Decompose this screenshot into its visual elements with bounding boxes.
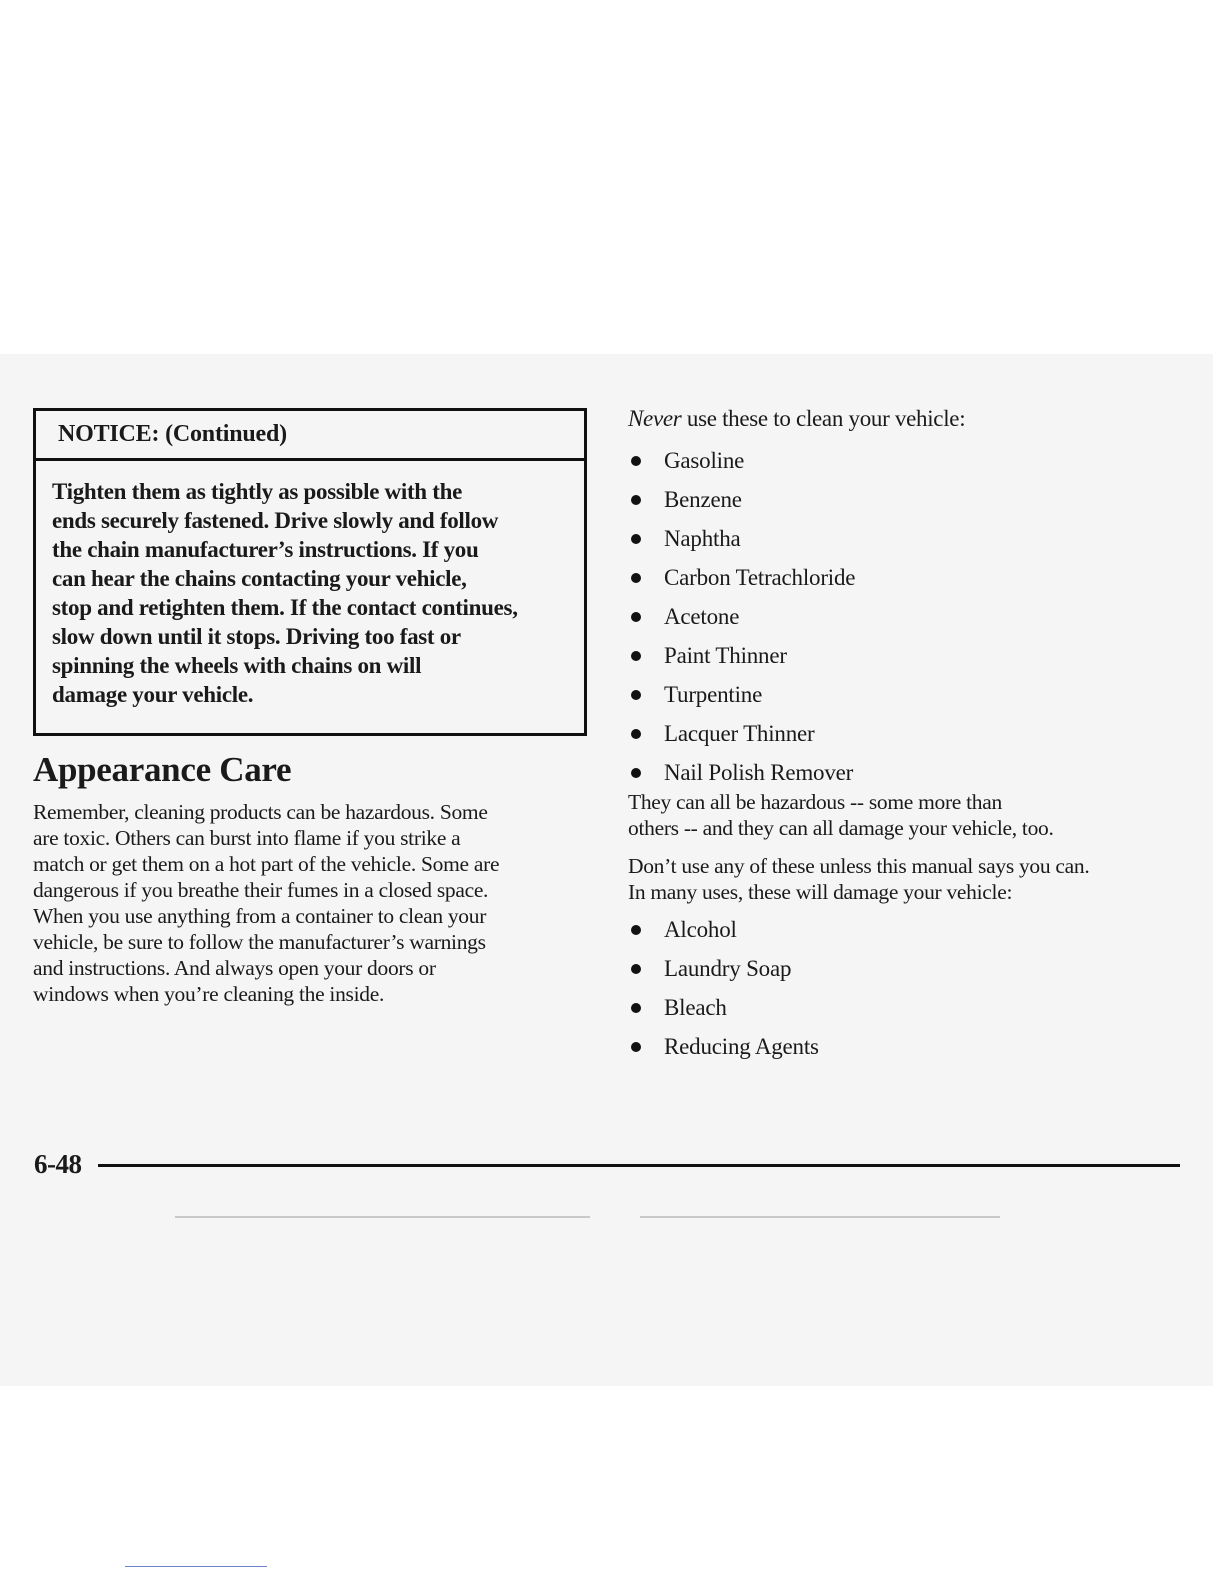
bottom-mark-line — [125, 1566, 267, 1567]
paragraph-line: Remember, cleaning products can be hazardous. Some — [33, 800, 488, 824]
paragraph-line: dangerous if you breathe their fumes in a closed space. — [33, 878, 489, 902]
scan-rule-left — [175, 1216, 590, 1218]
list-item: Carbon Tetrachloride — [628, 559, 1188, 598]
bullet-icon — [631, 1003, 641, 1013]
bullet-icon — [631, 456, 641, 466]
paragraph-line: others -- and they can all damage your vehicle, too. — [628, 816, 1054, 841]
notice-line: the chain manufacturer’s instructions. If you — [52, 537, 479, 562]
never-use-intro — [628, 404, 1188, 442]
bullet-icon — [631, 964, 641, 974]
list-item: Gasoline — [628, 442, 1188, 481]
paragraph-line: windows when you’re cleaning the inside. — [33, 982, 385, 1006]
notice-line: stop and retighten them. If the contact continues, — [52, 595, 518, 620]
never-emphasis: Never — [628, 406, 682, 431]
bullet-icon — [631, 690, 641, 700]
footer-rule — [98, 1164, 1180, 1167]
bullet-icon — [631, 768, 641, 778]
bullet-icon — [631, 925, 641, 935]
paragraph-line: match or get them on a hot part of the vehicle. Some are — [33, 852, 500, 876]
list-item: Laundry Soap — [628, 950, 1188, 989]
right-column — [628, 404, 1188, 1067]
bullet-icon — [631, 534, 641, 544]
bullet-icon — [631, 612, 641, 622]
list-item: Paint Thinner — [628, 636, 1188, 675]
notice-line: spinning the wheels with chains on will — [52, 653, 422, 678]
notice-line: Tighten them as tightly as possible with the — [52, 479, 463, 504]
bullet-icon — [631, 729, 641, 739]
notice-line: ends securely fastened. Drive slowly and follow — [52, 508, 499, 533]
bullet-icon — [631, 1042, 641, 1052]
dont-use-paragraph — [628, 853, 1188, 905]
paragraph-line: and instructions. And always open your doors or — [33, 956, 436, 980]
bullet-icon — [631, 651, 641, 661]
list-item: Reducing Agents — [628, 1028, 1188, 1067]
list-item: Lacquer Thinner — [628, 714, 1188, 753]
bullet-icon — [631, 573, 641, 583]
paragraph-line: They can all be hazardous -- some more than — [628, 790, 1002, 815]
notice-line: can hear the chains contacting your vehicle, — [52, 566, 467, 591]
page-number: 6-48 — [34, 1149, 82, 1179]
notice-box — [33, 408, 587, 736]
hazard-paragraph — [628, 789, 1188, 841]
never-intro-text: use these to clean your vehicle: — [681, 406, 966, 431]
paragraph-line: vehicle, be sure to follow the manufacturer’s warnings — [33, 930, 486, 954]
paragraph-line: Don’t use any of these unless this manual says you can. — [628, 854, 1090, 879]
list-item: Nail Polish Remover — [628, 753, 1188, 792]
list-item: Naphtha — [628, 520, 1188, 559]
list-item: Benzene — [628, 481, 1188, 520]
dont-use-list — [628, 911, 1188, 1067]
list-item: Turpentine — [628, 675, 1188, 714]
notice-line: damage your vehicle. — [52, 682, 254, 707]
never-use-list — [628, 442, 1188, 792]
section-title-appearance-care: Appearance Care — [33, 750, 292, 789]
notice-line: slow down until it stops. Driving too fast or — [52, 624, 461, 649]
scan-rule-right — [640, 1216, 1000, 1218]
notice-body — [36, 461, 584, 709]
paragraph-line: are toxic. Others can burst into flame if you strike a — [33, 826, 461, 850]
list-item: Alcohol — [628, 911, 1188, 950]
list-item: Bleach — [628, 989, 1188, 1028]
paragraph-line: In many uses, these will damage your vehicle: — [628, 880, 1013, 905]
notice-heading: NOTICE: (Continued) — [36, 411, 584, 461]
paragraph-line: When you use anything from a container to clean your — [33, 904, 487, 928]
appearance-care-paragraph — [33, 799, 593, 1007]
bullet-icon — [631, 495, 641, 505]
list-item: Acetone — [628, 598, 1188, 637]
